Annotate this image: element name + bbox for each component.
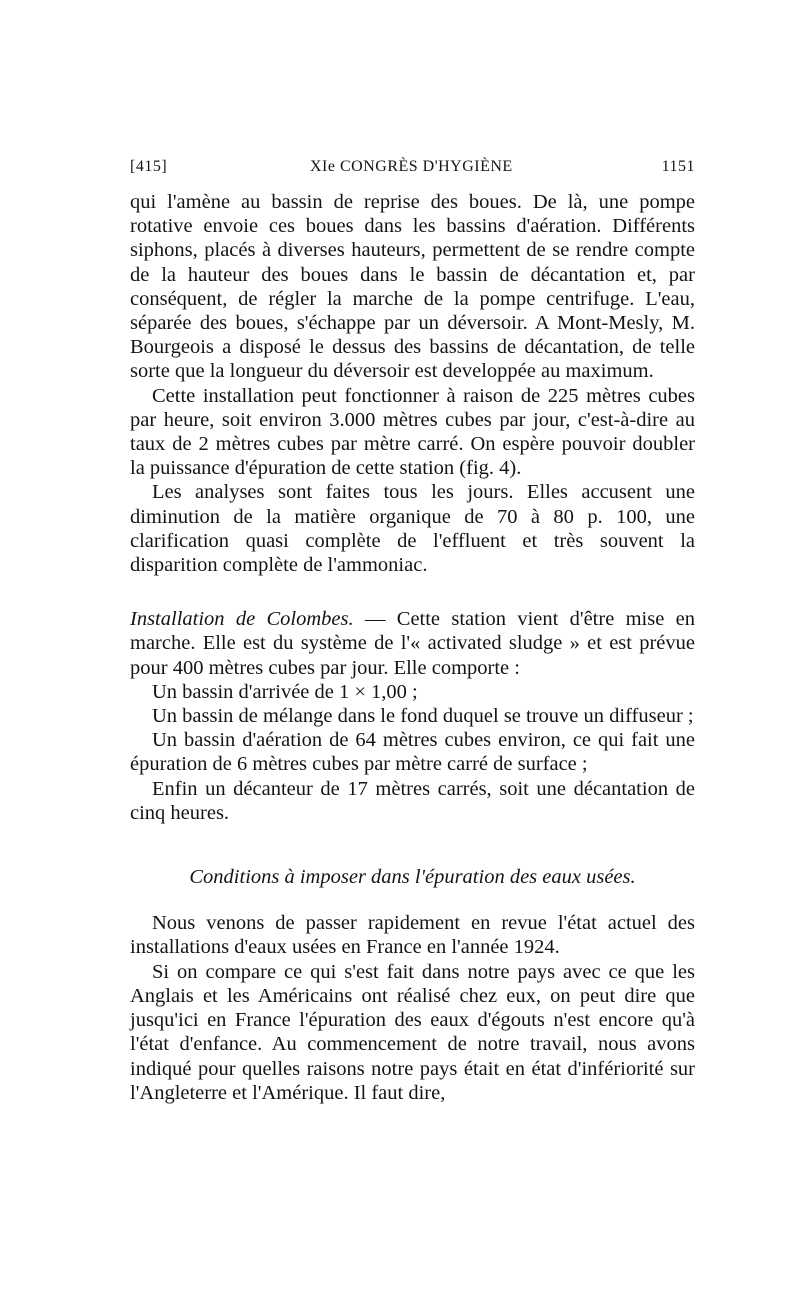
paragraph: Si on compare ce qui s'est fait dans notre pays avec ce que les Anglais et les Américains ont réalisé chez eux, on peut dire que jusqu'ici en France l'épuration des eaux d'égouts n'est encore qu'à l'état d'enfance. Au commencement de notre travail, nous avons indiqué pour quelles raisons notre pays était en état d'infériorité sur l'Angleterre et l'Amérique. Il faut dire, xyxy=(130,960,695,1104)
header-title: XIe CONGRÈS D'HYGIÈNE xyxy=(310,158,513,175)
paragraph: Nous venons de passer rapidement en revue l'état actuel des installations d'eaux usées en France en l'année 1924. xyxy=(130,912,695,959)
inline-subtitle: Installation de Colombes. xyxy=(130,608,354,631)
running-header xyxy=(130,150,695,180)
paragraph: Cette installation peut fonctionner à raison de 225 mètres cubes par heure, soit environ 3.000 mètres cubes par jour, c'est-à-dire au taux de 2 mètres cubes par mètre carré. On espère pouvoir doubler la puissance d'épuration de cette station (fig. 4). xyxy=(130,384,695,480)
paragraph: Les analyses sont faites tous les jours. Elles accusent une diminution de la matière organique de 70 à 80 p. 100, une clarification quasi complète de l'effluent et très souvent la disparition complète de l'ammoniac. xyxy=(130,481,695,577)
list-item: Un bassin d'aération de 64 mètres cubes environ, ce qui fait une épuration de 6 mètres cubes par mètre carré de surface ; xyxy=(130,729,695,776)
paragraph-text: — Cette station vient d'être mise en marche. Elle est du système de l'« activated sludge » et est prévue pour 400 mètres cubes par jour. Elle comporte : xyxy=(130,608,695,679)
list-item: Enfin un décanteur de 17 mètres carrés, soit une décantation de cinq heures. xyxy=(130,777,695,824)
paragraph: qui l'amène au bassin de reprise des boues. De là, une pompe rotative envoie ces boues dans les bassins d'aération. Différents siphons, placés à diverses hauteurs, permettent de se rendre compte de la hauteur des boues dans le bassin de décantation et, par conséquent, de régler la marche de la pompe centrifuge. L'eau, séparée des boues, s'échappe par un déversoir. A Mont-Mesly, M. Bourgeois a disposé le dessus des bassins de décantation, de telle sorte que la longueur du déversoir est developpée au maximum. xyxy=(130,191,695,383)
body-text xyxy=(130,190,695,1105)
page-number: 1151 xyxy=(661,158,695,175)
paragraph xyxy=(130,607,695,680)
list-item: Un bassin d'arrivée de 1 × 1,00 ; xyxy=(152,680,418,703)
header-page-ref: [415] xyxy=(130,158,168,175)
list-item: Un bassin de mélange dans le fond duquel se trouve un diffuseur ; xyxy=(152,705,694,728)
section-title: Conditions à imposer dans l'épuration des eaux usées. xyxy=(189,866,636,889)
